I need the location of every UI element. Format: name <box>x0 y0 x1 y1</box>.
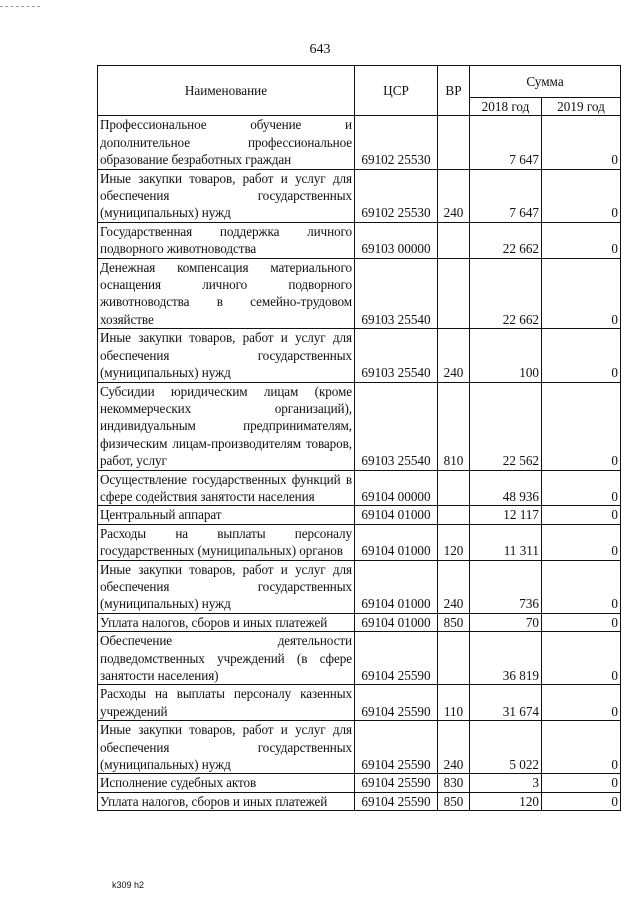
budget-table <box>97 65 621 811</box>
table-row <box>98 524 621 560</box>
row-amount-2019: 0 <box>542 169 621 222</box>
row-name: Осуществление государственных функций в сфере содействия занятости населения <box>98 470 355 506</box>
row-csr: 69102 25530 <box>355 116 438 169</box>
row-csr: 69104 25590 <box>355 721 438 774</box>
header-year-2019: 2019 год <box>542 98 621 116</box>
table-row <box>98 560 621 613</box>
row-csr: 69104 01000 <box>355 524 438 560</box>
row-vr: 110 <box>438 685 470 721</box>
header-name: Наименование <box>98 66 355 116</box>
row-amount-2018: 736 <box>470 560 542 613</box>
row-csr: 69103 25540 <box>355 329 438 382</box>
table-row <box>98 685 621 721</box>
row-vr: 240 <box>438 329 470 382</box>
row-name: Иные закупки товаров, работ и услуг для обеспечения государственных (муниципальных) нужд <box>98 721 355 774</box>
table-row <box>98 116 621 169</box>
row-amount-2019: 0 <box>542 721 621 774</box>
row-amount-2018: 70 <box>470 613 542 631</box>
row-amount-2018: 31 674 <box>470 685 542 721</box>
row-amount-2019: 0 <box>542 685 621 721</box>
row-csr: 69104 25590 <box>355 685 438 721</box>
table-row <box>98 222 621 258</box>
row-amount-2019: 0 <box>542 560 621 613</box>
row-amount-2018: 7 647 <box>470 169 542 222</box>
table-row <box>98 774 621 792</box>
row-csr: 69104 00000 <box>355 470 438 506</box>
corner-mark <box>0 6 40 7</box>
row-name: Уплата налогов, сборов и иных платежей <box>98 613 355 631</box>
row-name: Центральный аппарат <box>98 506 355 524</box>
row-vr <box>438 116 470 169</box>
row-vr: 120 <box>438 524 470 560</box>
table-row <box>98 470 621 506</box>
row-vr <box>438 506 470 524</box>
row-amount-2018: 3 <box>470 774 542 792</box>
row-csr: 69104 01000 <box>355 613 438 631</box>
row-name: Профессиональное обучение и дополнительное профессиональное образование безработных граждан <box>98 116 355 169</box>
header-csr: ЦСР <box>355 66 438 116</box>
row-amount-2019: 0 <box>542 222 621 258</box>
row-csr: 69103 25540 <box>355 258 438 329</box>
row-csr: 69104 01000 <box>355 506 438 524</box>
row-amount-2018: 7 647 <box>470 116 542 169</box>
table-body <box>98 116 621 811</box>
row-name: Расходы на выплаты персоналу казенных учреждений <box>98 685 355 721</box>
row-vr: 850 <box>438 613 470 631</box>
row-amount-2018: 36 819 <box>470 632 542 685</box>
row-vr: 830 <box>438 774 470 792</box>
table-row <box>98 382 621 470</box>
table-row <box>98 169 621 222</box>
row-amount-2018: 11 311 <box>470 524 542 560</box>
row-amount-2018: 100 <box>470 329 542 382</box>
row-name: Иные закупки товаров, работ и услуг для обеспечения государственных (муниципальных) нужд <box>98 560 355 613</box>
footer-code: k309 h2 <box>112 880 145 890</box>
row-vr <box>438 222 470 258</box>
row-amount-2019: 0 <box>542 506 621 524</box>
row-amount-2019: 0 <box>542 382 621 470</box>
row-name: Государственная поддержка личного подворного животноводства <box>98 222 355 258</box>
row-amount-2018: 48 936 <box>470 470 542 506</box>
row-vr: 850 <box>438 792 470 810</box>
row-name: Уплата налогов, сборов и иных платежей <box>98 792 355 810</box>
row-vr: 240 <box>438 721 470 774</box>
row-vr: 810 <box>438 382 470 470</box>
row-amount-2019: 0 <box>542 116 621 169</box>
row-name: Субсидии юридическим лицам (кроме некоммерческих организаций), индивидуальным предпринимателям, физическим лицам-производителям товаров, работ, услуг <box>98 382 355 470</box>
row-csr: 69104 25590 <box>355 792 438 810</box>
row-name: Иные закупки товаров, работ и услуг для обеспечения государственных (муниципальных) нужд <box>98 329 355 382</box>
header-vr: ВР <box>438 66 470 116</box>
row-vr: 240 <box>438 560 470 613</box>
row-amount-2018: 22 562 <box>470 382 542 470</box>
row-name: Денежная компенсация материального оснащения личного подворного животноводства в семейно-трудовом хозяйстве <box>98 258 355 329</box>
table-row <box>98 506 621 524</box>
row-vr: 240 <box>438 169 470 222</box>
row-name: Расходы на выплаты персоналу государственных (муниципальных) органов <box>98 524 355 560</box>
row-csr: 69103 00000 <box>355 222 438 258</box>
row-amount-2019: 0 <box>542 258 621 329</box>
header-year-2018: 2018 год <box>470 98 542 116</box>
row-amount-2018: 12 117 <box>470 506 542 524</box>
row-amount-2018: 22 662 <box>470 222 542 258</box>
table-row <box>98 258 621 329</box>
row-amount-2019: 0 <box>542 792 621 810</box>
page-number: 643 <box>309 42 331 57</box>
row-csr: 69104 25590 <box>355 774 438 792</box>
row-amount-2019: 0 <box>542 632 621 685</box>
row-csr: 69103 25540 <box>355 382 438 470</box>
table-row <box>98 632 621 685</box>
row-vr <box>438 470 470 506</box>
table-row <box>98 329 621 382</box>
table-row <box>98 792 621 810</box>
row-amount-2018: 5 022 <box>470 721 542 774</box>
row-vr <box>438 632 470 685</box>
row-amount-2019: 0 <box>542 613 621 631</box>
header-sum: Сумма <box>470 66 621 98</box>
row-name: Исполнение судебных актов <box>98 774 355 792</box>
row-name: Иные закупки товаров, работ и услуг для обеспечения государственных (муниципальных) нужд <box>98 169 355 222</box>
row-amount-2019: 0 <box>542 329 621 382</box>
row-amount-2019: 0 <box>542 470 621 506</box>
row-name: Обеспечение деятельности подведомственных учреждений (в сфере занятости населения) <box>98 632 355 685</box>
row-amount-2018: 120 <box>470 792 542 810</box>
row-csr: 69104 01000 <box>355 560 438 613</box>
table-row <box>98 721 621 774</box>
row-amount-2018: 22 662 <box>470 258 542 329</box>
table-header <box>98 66 621 116</box>
table-row <box>98 613 621 631</box>
row-csr: 69102 25530 <box>355 169 438 222</box>
row-vr <box>438 258 470 329</box>
row-amount-2019: 0 <box>542 774 621 792</box>
row-csr: 69104 25590 <box>355 632 438 685</box>
row-amount-2019: 0 <box>542 524 621 560</box>
